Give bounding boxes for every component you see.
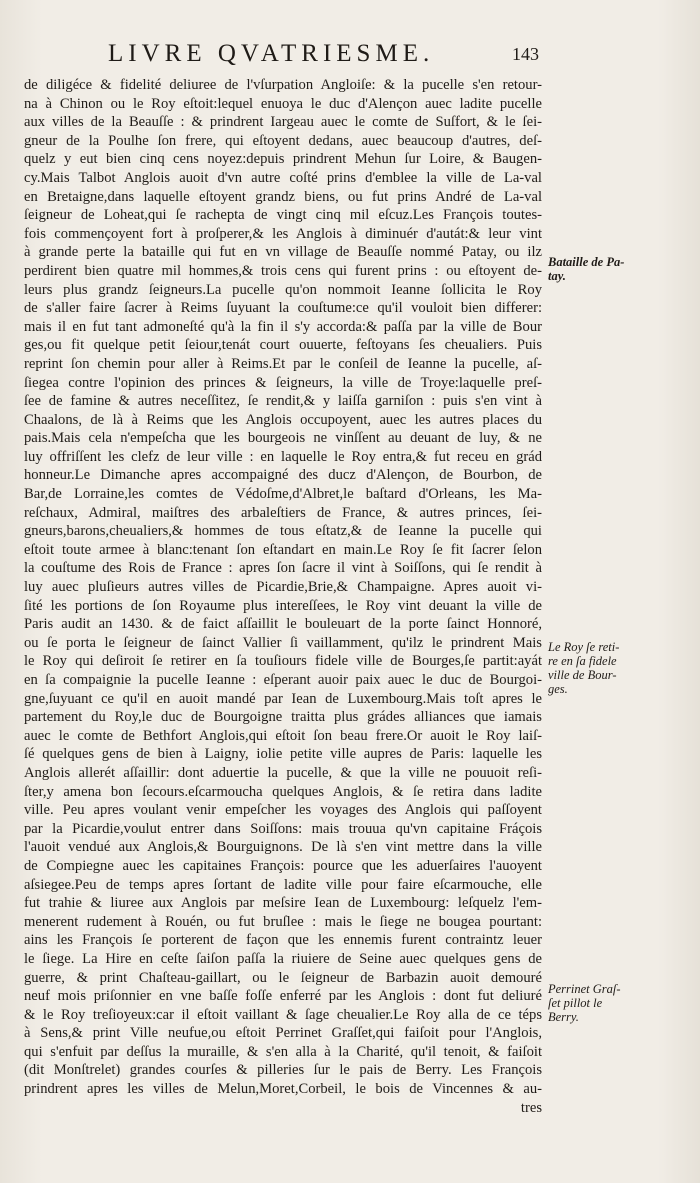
text-line: à Sens,& print Ville neufue,ou eſtoit Perrinet Graſſet,qui faiſoit pour l'Anglois, [24, 1025, 542, 1042]
text-line: luy offriſſent les clefz de leur ville : en laquelle le Roy entra,& fut receu en grád [24, 448, 542, 465]
text-line: gneurs,barons,cheualiers,& hommes de tous eſtatz,& de Ieanne la pucelle qui [24, 523, 542, 540]
text-line: ges,ou fit quelque petit ſeiour,tenát court ouuerte, feſtoyans ſes cheualiers. Puis [24, 337, 542, 354]
text-line: Bar,de Lorraine,les comtes de Védoſme,d'Albret,le baſtard d'Orleans, les Ma- [24, 486, 542, 503]
text-line: Anglois allerét aſſaillir: dont aduertie la pucelle, & que la ville ne pouuoit reſi- [24, 764, 542, 781]
margin-note-line: re en ſa fidele [548, 654, 617, 668]
text-line: ſiegea contre l'opinion des princes & ſeigneurs, la ville de Troye:laquelle preſ- [24, 374, 542, 391]
text-line: ſee de famine & autres neceſſitez, ſe rendit,& y laiſſa garniſon : puis s'en vint à [24, 393, 542, 410]
text-line: l'auoit vendué aux Anglois,& Bourguignons. De là s'en vint mettre dans la ville [24, 839, 542, 856]
text-line: gne,ſuyuant ce qu'il en auoit mandé par Iean de Luxembourg.Mais toſt apres le [24, 690, 542, 707]
margin-note-line: ville de Bour- [548, 668, 617, 682]
text-line: ſter,y amena bon ſecours.eſcarmoucha quelques Anglois, & ſe retira dans ladite [24, 783, 542, 800]
text-line: Chaalons, de là à Reims que les Anglois occupoyent, auec les autres places du [24, 411, 542, 428]
text-line: reſchaux, Admiral, maiſtres des arbaleſtiers de France, & autres princes, ſei- [24, 504, 542, 521]
text-line: menerent rudement à Rouén, ou fut bruſlee : mais le ſiege ne bougea pourtant: [24, 913, 542, 930]
margin-note-bataille-de-patay [548, 255, 684, 283]
text-line: ſeigneur de Loheat,qui ſe rachepta de vingt cinq mil eſcuz.Les François toutes- [24, 207, 542, 224]
text-line: (dit Monſtrelet) grandes courſes & pilleries ſur le pais de Berry. Les François [24, 1062, 542, 1079]
text-line: ains les François ſe porterent de façon que les ennemis furent contraintz leuer [24, 932, 542, 949]
text-line: leurs plus grandz ſeigneurs.La pucelle qu'on nommoit Ieanne ſollicita le Roy [24, 281, 542, 298]
body-text [24, 76, 542, 1117]
text-line: en Bretaigne,dans laquelle eſtoyent grandz biens, ou fut prins André de La-val [24, 188, 542, 205]
margin-note-perrinet-grasset [548, 982, 684, 1024]
margin-note-line: ſet pillot le [548, 996, 603, 1010]
text-line: eſtoit toute armee à blanc:tenant ſon eſtandart en main.Le Roy ſe fit ſacrer ſelon [24, 541, 542, 558]
margin-note-line: Le Roy ſe reti- [548, 640, 620, 654]
text-line: auec le comte de Bethfort Anglois,qui eſtoit ſon beau frere.Or auoit le Roy laiſ- [24, 727, 542, 744]
text-line: ville. Peu apres voulant venir empeſcher les voyages des Anglois qui paſſoyent [24, 802, 542, 819]
text-line: le ſiege. La Hire en ceſte ſaiſon paſſa la riuiere de Seine auec quelques gens de [24, 950, 542, 967]
text-line: luy auec pluſieurs autres villes de Picardie,Brie,& Champaigne. Apres auoit vi- [24, 579, 542, 596]
text-line: neuf mois priſonnier en vne baſſe foſſe enferré par les Anglois : dont fut deliuré [24, 988, 542, 1005]
margin-note-line: Bataille de Pa- [548, 255, 625, 269]
text-line: pais.Mais cela n'empeſcha que les bourgeois ne vinſſent au deuant de luy, & ne [24, 430, 542, 447]
text-line: guerre, & print Chaſteau-gaillart, ou le ſeigneur de Barbazin auoit demouré [24, 969, 542, 986]
text-line: à grande perte la bataille qui fut en vn village de Beauſſe nommé Patay, ou ilz [24, 244, 542, 261]
text-line: Paris audit an 1430. & de faict aſſaillit le bouleuart de la porte ſainct Honnoré, [24, 616, 542, 633]
text-line: ſité les portions de ſon Royaume plus intereſſees, le Roy vint deuant la ville de [24, 597, 542, 614]
margin-note-line: Berry. [548, 1010, 579, 1024]
margin-note-line: ges. [548, 682, 568, 696]
text-line: aux villes de la Beauſſe : & prindrent Iargeau auec le comte de Suſfort, & le ſei- [24, 114, 542, 131]
text-line: par la Picardie,voulut entrer dans Soiſſons: mais trouua qu'vn capitaine Fráçois [24, 820, 542, 837]
text-line: perdirent bien quatre mil hommes,& trois cens qui furent prins : ou eſtoyent de- [24, 262, 542, 279]
text-line: en ſa compaignie la pucelle Ieanne : eſperant auoir paix auec le duc de Bourgoi- [24, 672, 542, 688]
page-number: 143 [512, 44, 539, 64]
text-line: cy.Mais Talbot Anglois auoit d'vn autre coſté prins d'emblee la ville de La-val [24, 169, 542, 186]
margin-note-line: Perrinet Graſ- [548, 982, 621, 996]
text-line: aſsiegee.Peu de temps apres ſortant de ladite ville pour faire eſcarmouche, elle [24, 876, 542, 893]
text-line: la couſtume des Rois de France : apres ſon ſacre il vint à Soiſſons, qui ſe rendit à [24, 560, 542, 577]
text-line: honneur.Le Dimanche apres accompaigné des ducz d'Alençon, de Bourbon, de [24, 467, 542, 484]
text-line: partement du Roy,le duc de Bourgoigne traitta plus grádes alliances que iamais [24, 709, 542, 726]
text-line: prindrent apres les villes de Melun,Moret,Corbeil, le bois de Vincennes & au- [24, 1081, 542, 1098]
margin-note-line: tay. [548, 269, 566, 283]
text-line: fut trahie & liuree aux Anglois par meſsire Iean de Luxembourg: leſquelz l'em- [24, 895, 542, 912]
text-line: & le Roy treſioyeux:car il eſtoit vaillant & ſage cheualier.Le Roy alla de ce téps [24, 1006, 542, 1023]
text-line: reprint ſon chemin pour aller à Reims.Et par le conſeil de Ieanne la pucelle, aſ- [24, 355, 542, 372]
text-line: tres [520, 1099, 542, 1116]
text-line: mais il en fut tant admoneſté qu'à la fin il s'y accorda:& paſſa par la ville de Bour [24, 318, 542, 335]
text-line: de Compiegne auec les capitaines François: pource que les aduerſaires l'auoyent [24, 857, 542, 874]
text-line: ſé quelques gens de bien à Laigny, iolie petite ville aupres de Paris: laquelle les [24, 746, 542, 763]
text-line: quelz y eut bien cinq cens noyez:depuis prindrent Mehun ſur Loire, & Baugen- [24, 151, 542, 168]
text-line: de s'aller faire ſacrer à Reims ſuyuant la couſtume:ce qu'il vouloit bien differer: [24, 300, 542, 317]
text-line: ou ſe porta le ſeigneur de ſainct Vallier ſi vaillamment, qu'ilz le prindrent Mais [24, 634, 542, 651]
text-line: le Roy qui deſiroit ſe retirer en ſa touſiours fidele ville de Bourges,ſe partit:ayát [24, 653, 542, 670]
text-line: fois commençoyent fort à proſperer,& les Anglois à diminuér d'autát:& leur vint [24, 225, 542, 242]
page-header [0, 40, 700, 74]
text-line: de diligéce & fidelité deliuree de l'vſurpation Angloiſe: & la pucelle s'en retour- [24, 77, 542, 93]
text-line: qui s'enfuit par deſſus la muraille, & s'en alla à la Charité, qu'il tenoit, & faiſoit [24, 1043, 542, 1060]
running-title: LIVRE QVATRIESME. [108, 40, 435, 67]
text-line: gneur de la Poulhe ſon frere, qui eſtoyent dedans, auec beaucoup d'autres, deſ- [24, 132, 542, 149]
margin-note-roy-retire [548, 640, 684, 696]
text-line: na à Chinon ou le Roy eſtoit:lequel enuoya le duc d'Alençon auec ladite pucelle [24, 95, 542, 112]
